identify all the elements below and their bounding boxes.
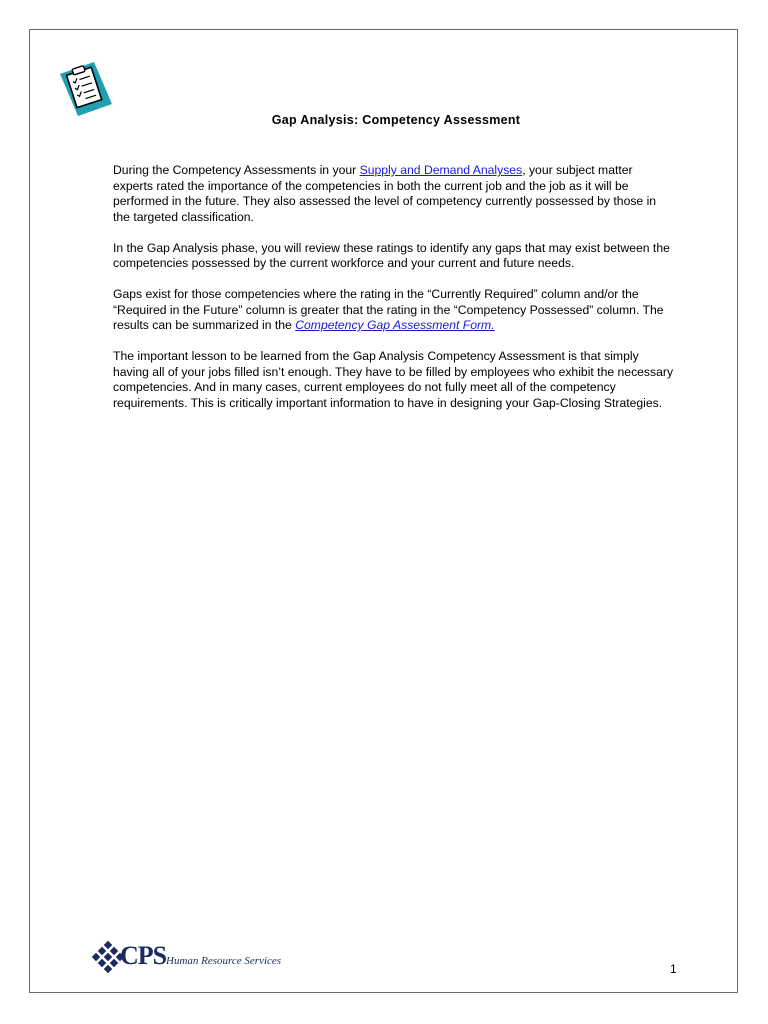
paragraph-3: Gaps exist for those competencies where the rating in the “Currently Required” column and/or the “Required in the Future” column is greater that the rating in the “Competency Possessed” column. The results can be summarized in the Competency Gap Assessment Form.	[113, 287, 664, 332]
cps-logo	[90, 938, 310, 978]
paragraph-2: In the Gap Analysis phase, you will review these ratings to identify any gaps that may exist between the competencies possessed by the current workforce and your current and future needs.	[113, 240, 670, 270]
paragraph-1: During the Competency Assessments in your Supply and Demand Analyses, your subject matter experts rated the importance of the competencies in both the current job and the job as it will be performed in the future. They also assessed the level of competency currently possessed by those in the targeted classification.	[113, 163, 657, 224]
competency-gap-form-link[interactable]: Competency Gap Assessment Form.	[295, 318, 495, 332]
supply-demand-link[interactable]: Supply and Demand Analyses	[359, 163, 523, 177]
document-body	[113, 163, 675, 427]
logo-tagline: Human Resource Services	[166, 955, 282, 967]
logo-brand: CPS	[120, 941, 167, 970]
clipboard-checklist-icon	[56, 60, 116, 116]
paragraph-4: The important lesson to be learned from the Gap Analysis Competency Assessment is that simply having all of your jobs filled isn’t enough. They have to be filled by employees who exhibit the necessary competencies. And in many cases, current employees do not fully meet all of the competency requirements. This is critically important information to have in designing your Gap-Closing Strategies.	[113, 349, 674, 410]
page-number: 1	[670, 962, 677, 976]
page-title: Gap Analysis: Competency Assessment	[271, 113, 521, 127]
